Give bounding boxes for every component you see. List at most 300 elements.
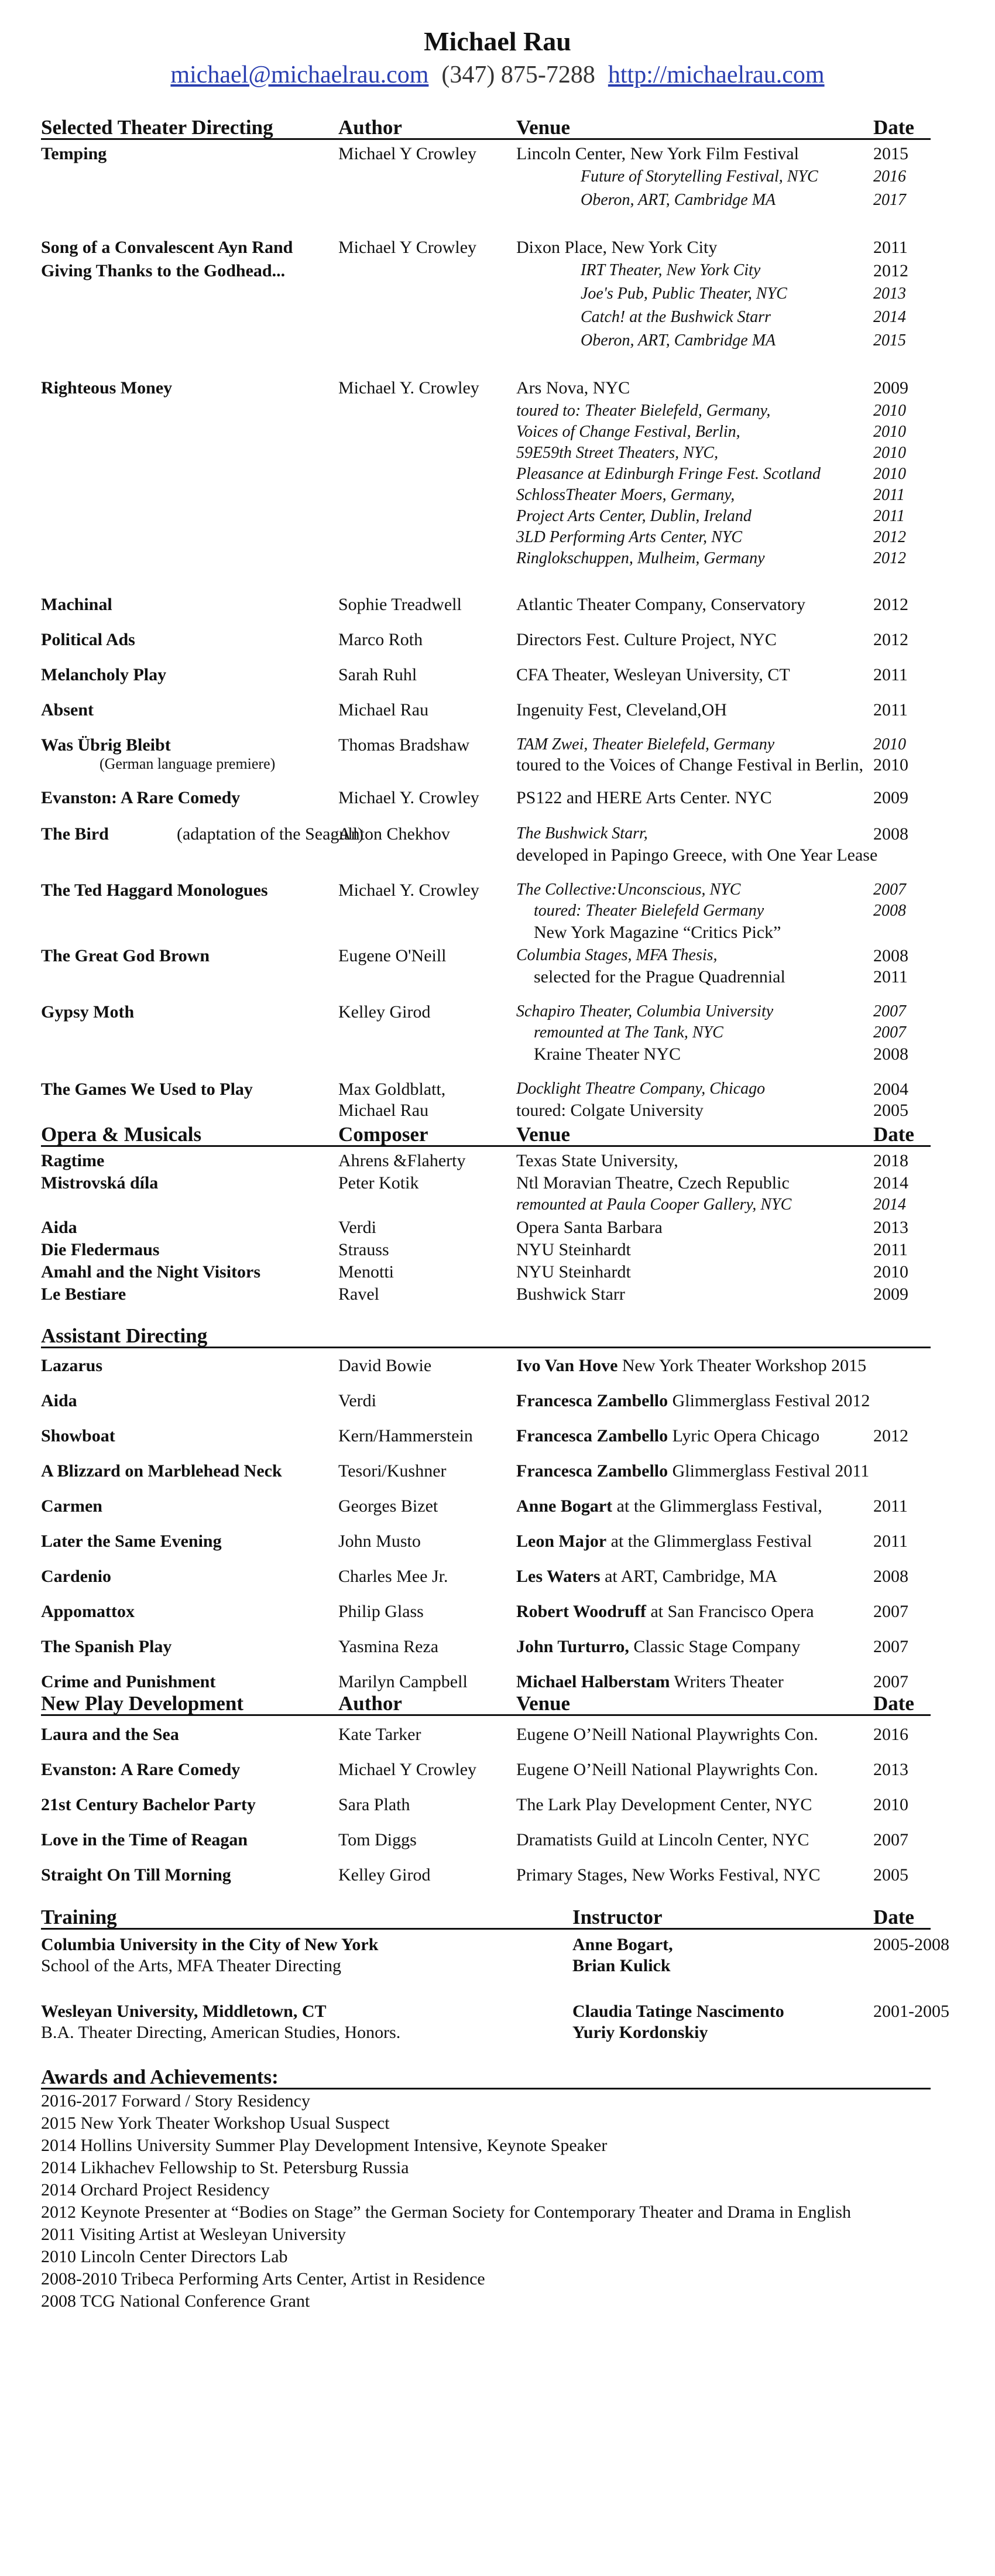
row-venue: Atlantic Theater Company, Conservatory xyxy=(516,595,806,614)
table-row xyxy=(41,1195,936,1219)
row-venue: The Collective:Unconscious, NYC xyxy=(516,881,741,899)
row-author: Michael Y Crowley xyxy=(338,238,477,257)
training-section-header xyxy=(41,1906,931,1930)
row-date: 2005 xyxy=(873,1101,908,1120)
row-date: 2009 xyxy=(873,788,908,807)
table-row xyxy=(41,285,936,308)
row-venue-text: at San Francisco Opera xyxy=(646,1602,814,1621)
table-row xyxy=(41,507,936,530)
row-author: Charles Mee Jr. xyxy=(338,1567,448,1586)
row-venue: Joe's Pub, Public Theater, NYC xyxy=(581,285,787,303)
table-row xyxy=(41,1461,936,1485)
table-row xyxy=(41,402,936,425)
row-venue: 3LD Performing Arts Center, NYC xyxy=(516,528,743,546)
column-header-venue: Venue xyxy=(516,1123,571,1146)
row-director: Francesca Zambello xyxy=(516,1461,668,1481)
table-row xyxy=(41,261,936,285)
row-date: 2010 xyxy=(873,444,906,462)
row-venue: remounted at Paula Cooper Gallery, NYC xyxy=(516,1195,792,1214)
row-title: Lazarus xyxy=(41,1356,102,1375)
row-title: Temping xyxy=(41,144,107,163)
training-entry xyxy=(41,1935,949,1982)
column-header-date: Date xyxy=(873,1906,914,1928)
table-row xyxy=(41,946,936,970)
row-director: Les Waters xyxy=(516,1567,601,1586)
row-venue-text: Writers Theater xyxy=(670,1672,784,1691)
row-date: 2007 xyxy=(873,1830,908,1849)
row-date: 2005 xyxy=(873,1865,908,1885)
table-row xyxy=(41,700,936,724)
table-row xyxy=(41,167,936,191)
row-author: Verdi xyxy=(338,1391,376,1410)
table-row xyxy=(41,465,936,488)
row-date: 2013 xyxy=(873,1760,908,1779)
row-date: 2011 xyxy=(873,238,908,257)
row-author: Sophie Treadwell xyxy=(338,595,462,614)
row-author: John Musto xyxy=(338,1532,421,1551)
row-title: Love in the Time of Reagan xyxy=(41,1830,248,1849)
row-venue: toured to: Theater Bielefeld, Germany, xyxy=(516,402,771,420)
row-date: 2008 xyxy=(873,946,908,965)
row-date: 2017 xyxy=(873,191,906,209)
row-author: Georges Bizet xyxy=(338,1496,438,1516)
row-venue-text: at the Glimmerglass Festival xyxy=(606,1532,812,1551)
award-item: 2008 TCG National Conference Grant xyxy=(41,2291,310,2311)
section-title: New Play Development xyxy=(41,1692,244,1715)
row-author: Sarah Ruhl xyxy=(338,665,417,684)
row-title: Cardenio xyxy=(41,1567,111,1586)
row-title: Aida xyxy=(41,1218,77,1237)
table-row xyxy=(41,902,936,925)
row-venue: Directors Fest. Culture Project, NYC xyxy=(516,630,777,649)
row-date: 2010 xyxy=(873,755,908,775)
row-director: Francesca Zambello xyxy=(516,1426,668,1445)
column-header-date: Date xyxy=(873,1692,914,1715)
row-author: Michael Rau xyxy=(338,1101,429,1120)
row-venue: 59E59th Street Theaters, NYC, xyxy=(516,444,719,462)
row-venue: PS122 and HERE Arts Center. NYC xyxy=(516,788,772,807)
row-director: Leon Major xyxy=(516,1532,607,1551)
row-date: 2012 xyxy=(873,549,906,567)
table-row xyxy=(41,1760,936,1783)
table-row xyxy=(41,1044,936,1068)
table-row xyxy=(41,1240,936,1263)
row-venue: Ntl Moravian Theatre, Czech Republic xyxy=(516,1173,790,1193)
table-row xyxy=(41,881,936,904)
row-title: Showboat xyxy=(41,1426,115,1445)
row-venue: developed in Papingo Greece, with One Year Lease xyxy=(516,845,878,865)
training-program: School of the Arts, MFA Theater Directing xyxy=(41,1956,341,1975)
table-row xyxy=(41,1532,936,1555)
training-date: 2005-2008 xyxy=(873,1935,949,1954)
row-author: Ahrens &Flaherty xyxy=(338,1151,466,1170)
row-author: Tom Diggs xyxy=(338,1830,417,1849)
row-date: 2008 xyxy=(873,902,906,920)
section-title: Training xyxy=(41,1906,117,1928)
row-author: Michael Y. Crowley xyxy=(338,378,479,398)
table-row xyxy=(41,845,936,869)
training-entry xyxy=(41,2002,949,2049)
row-venue: Columbia Stages, MFA Thesis, xyxy=(516,946,718,964)
table-row xyxy=(41,1865,936,1889)
row-author: Marco Roth xyxy=(338,630,423,649)
row-venue xyxy=(516,1532,812,1551)
table-row xyxy=(41,1173,936,1197)
award-item: 2010 Lincoln Center Directors Lab xyxy=(41,2247,288,2266)
row-venue: remounted at The Tank, NYC xyxy=(534,1023,723,1042)
column-header-author: Author xyxy=(338,116,402,139)
row-venue: Primary Stages, New Works Festival, NYC xyxy=(516,1865,821,1885)
table-row xyxy=(41,486,936,509)
table-row xyxy=(41,1602,936,1625)
row-title: Gypsy Moth xyxy=(41,1002,135,1022)
training-program: B.A. Theater Directing, American Studies, Honors. xyxy=(41,2023,401,2042)
row-author: Thomas Bradshaw xyxy=(338,735,470,755)
table-row xyxy=(41,1426,936,1450)
row-title: The Ted Haggard Monologues xyxy=(41,881,268,900)
training-instructor: Claudia Tatinge Nascimento xyxy=(572,2002,784,2021)
row-venue: Kraine Theater NYC xyxy=(534,1044,681,1064)
award-item: 2011 Visiting Artist at Wesleyan University xyxy=(41,2225,346,2244)
row-director: Ivo Van Hove xyxy=(516,1356,618,1375)
theater-section-header xyxy=(41,116,931,140)
row-date: 2007 xyxy=(873,1672,908,1691)
row-venue: Ars Nova, NYC xyxy=(516,378,630,398)
table-row xyxy=(41,1023,936,1047)
row-venue-text: at the Glimmerglass Festival, xyxy=(612,1496,822,1516)
table-row xyxy=(41,1567,936,1590)
assistant-section-header xyxy=(41,1324,931,1348)
table-row xyxy=(41,1080,936,1103)
award-item: 2012 Keynote Presenter at “Bodies on Stage” the German Society for Contemporary Theater and Drama in English xyxy=(41,2202,852,2222)
row-title: The Spanish Play xyxy=(41,1637,172,1656)
row-author: Kelley Girod xyxy=(338,1865,431,1885)
row-date: 2010 xyxy=(873,402,906,420)
column-header-author: Author xyxy=(338,1692,402,1715)
phone-number: (347) 875-7288 xyxy=(441,61,595,88)
row-author: Menotti xyxy=(338,1262,394,1282)
row-date: 2013 xyxy=(873,1218,908,1237)
table-row xyxy=(41,1725,936,1748)
row-venue: toured to the Voices of Change Festival in Berlin, xyxy=(516,755,863,775)
row-author: Kate Tarker xyxy=(338,1725,421,1744)
table-row xyxy=(41,665,936,688)
row-title: Song of a Convalescent Ayn Rand xyxy=(41,238,293,257)
row-title: The Bird xyxy=(41,824,109,844)
row-venue: Eugene O’Neill National Playwrights Con. xyxy=(516,1725,818,1744)
table-row xyxy=(41,1101,936,1124)
row-date: 2014 xyxy=(873,308,906,326)
row-author: Marilyn Campbell xyxy=(338,1672,468,1691)
table-row xyxy=(41,423,936,446)
row-date: 2008 xyxy=(873,1044,908,1064)
row-venue: CFA Theater, Wesleyan University, CT xyxy=(516,665,790,684)
row-venue: Lincoln Center, New York Film Festival xyxy=(516,144,799,163)
row-venue: Eugene O’Neill National Playwrights Con. xyxy=(516,1760,818,1779)
section-title: Awards and Achievements: xyxy=(41,2065,279,2088)
table-row xyxy=(41,788,936,811)
row-director: John Turturro, xyxy=(516,1637,629,1656)
column-header-date: Date xyxy=(873,116,914,139)
row-date: 2011 xyxy=(873,665,908,684)
row-title: 21st Century Bachelor Party xyxy=(41,1795,256,1814)
row-author: Kern/Hammerstein xyxy=(338,1426,473,1445)
row-venue: Dramatists Guild at Lincoln Center, NYC xyxy=(516,1830,809,1849)
row-date: 2011 xyxy=(873,507,905,525)
award-item: 2014 Orchard Project Residency xyxy=(41,2180,270,2200)
row-venue xyxy=(516,1356,866,1376)
row-author: Anton Chekhov xyxy=(338,824,450,844)
row-venue xyxy=(516,1496,822,1516)
row-author: Sara Plath xyxy=(338,1795,410,1814)
row-date: 2011 xyxy=(873,486,905,504)
row-date: 2007 xyxy=(873,1602,908,1621)
section-title: Opera & Musicals xyxy=(41,1123,202,1146)
row-venue-text: Classic Stage Company xyxy=(629,1637,801,1656)
table-row xyxy=(41,1262,936,1286)
column-header-venue: Venue xyxy=(516,116,571,139)
row-title: Laura and the Sea xyxy=(41,1725,179,1744)
row-venue: toured: Theater Bielefeld Germany xyxy=(534,902,764,920)
row-author: Kelley Girod xyxy=(338,1002,431,1022)
row-venue xyxy=(516,1567,777,1587)
row-venue: Project Arts Center, Dublin, Ireland xyxy=(516,507,752,525)
row-title-note: (adaptation of the Seagull) xyxy=(177,824,364,844)
row-date: 2007 xyxy=(873,1637,908,1656)
award-item: 2016-2017 Forward / Story Residency xyxy=(41,2091,310,2111)
row-venue: TAM Zwei, Theater Bielefeld, Germany xyxy=(516,735,775,753)
row-venue xyxy=(516,1637,800,1657)
table-row xyxy=(41,444,936,467)
row-director: Francesca Zambello xyxy=(516,1391,668,1410)
row-venue xyxy=(516,1672,784,1692)
award-item: 2008-2010 Tribeca Performing Arts Center, Artist in Residence xyxy=(41,2269,485,2289)
row-venue: Ingenuity Fest, Cleveland,OH xyxy=(516,700,727,720)
row-date: 2012 xyxy=(873,528,906,546)
row-venue: Pleasance at Edinburgh Fringe Fest. Scotland xyxy=(516,465,821,483)
row-venue: SchlossTheater Moers, Germany, xyxy=(516,486,735,504)
table-row xyxy=(41,144,936,167)
row-author: Peter Kotik xyxy=(338,1173,419,1193)
row-date: 2010 xyxy=(873,1262,908,1282)
row-venue: Future of Storytelling Festival, NYC xyxy=(581,167,818,186)
award-item: 2015 New York Theater Workshop Usual Suspect xyxy=(41,2113,390,2133)
row-title: Die Fledermaus xyxy=(41,1240,160,1259)
row-venue-text: Lyric Opera Chicago xyxy=(668,1426,820,1445)
training-instructor: Anne Bogart, xyxy=(572,1935,673,1954)
row-venue: The Lark Play Development Center, NYC xyxy=(516,1795,812,1814)
table-row xyxy=(41,967,936,991)
row-author: Eugene O'Neill xyxy=(338,946,447,965)
row-venue: IRT Theater, New York City xyxy=(581,261,761,279)
row-director: Robert Woodruff xyxy=(516,1602,646,1621)
row-venue xyxy=(516,1461,869,1481)
training-instructor: Brian Kulick xyxy=(572,1956,671,1975)
website-link[interactable]: http://michaelrau.com xyxy=(608,61,825,88)
row-date: 2012 xyxy=(873,630,908,649)
row-author: Michael Rau xyxy=(338,700,429,720)
column-header-composer: Composer xyxy=(338,1123,428,1146)
section-title: Assistant Directing xyxy=(41,1324,208,1347)
row-author: Philip Glass xyxy=(338,1602,424,1621)
row-date: 2016 xyxy=(873,167,906,186)
row-date: 2011 xyxy=(873,967,908,986)
row-date: 2011 xyxy=(873,1532,908,1551)
training-school: Wesleyan University, Middletown, CT xyxy=(41,2002,327,2021)
section-title: Selected Theater Directing xyxy=(41,116,273,139)
row-date: 2007 xyxy=(873,881,906,899)
row-title: Evanston: A Rare Comedy xyxy=(41,788,241,807)
training-date: 2001-2005 xyxy=(873,2002,949,2021)
row-date: 2011 xyxy=(873,700,908,720)
row-date: 2012 xyxy=(873,261,908,280)
row-author: Ravel xyxy=(338,1284,379,1304)
row-venue: Docklight Theatre Company, Chicago xyxy=(516,1080,766,1098)
new-play-section-header xyxy=(41,1692,931,1716)
column-header-instructor: Instructor xyxy=(572,1906,663,1928)
row-date: 2010 xyxy=(873,465,906,483)
row-venue: Voices of Change Festival, Berlin, xyxy=(516,423,740,441)
row-venue xyxy=(516,1426,819,1446)
table-row xyxy=(41,238,936,261)
table-row xyxy=(41,1795,936,1818)
row-date: 2014 xyxy=(873,1195,906,1214)
row-venue: New York Magazine “Critics Pick” xyxy=(534,923,781,942)
email-link[interactable]: michael@michaelrau.com xyxy=(170,61,429,88)
row-date: 2009 xyxy=(873,378,908,398)
table-row xyxy=(41,528,936,551)
award-item: 2014 Hollins University Summer Play Development Intensive, Keynote Speaker xyxy=(41,2136,608,2155)
row-date: 2011 xyxy=(873,1240,908,1259)
training-instructor: Yuriy Kordonskiy xyxy=(572,2023,708,2042)
row-date: 2010 xyxy=(873,1795,908,1814)
row-title: The Great God Brown xyxy=(41,946,210,965)
row-venue: Opera Santa Barbara xyxy=(516,1218,663,1237)
row-date: 2015 xyxy=(873,331,906,350)
table-row xyxy=(41,755,936,779)
row-date: 2010 xyxy=(873,423,906,441)
row-date: 2004 xyxy=(873,1080,908,1099)
row-venue-text: Glimmerglass Festival 2012 xyxy=(668,1391,870,1410)
table-row xyxy=(41,630,936,653)
training-school: Columbia University in the City of New York xyxy=(41,1935,379,1954)
row-date: 2008 xyxy=(873,1567,908,1586)
row-date: 2007 xyxy=(873,1023,906,1042)
table-row xyxy=(41,1356,936,1379)
resume-name: Michael Rau xyxy=(424,26,571,56)
row-date: 2015 xyxy=(873,144,908,163)
row-title: Crime and Punishment xyxy=(41,1672,216,1691)
row-title: Le Bestiare xyxy=(41,1284,126,1304)
row-date: 2008 xyxy=(873,824,908,844)
row-title: Righteous Money xyxy=(41,378,173,398)
table-row xyxy=(41,1830,936,1854)
row-venue: Oberon, ART, Cambridge MA xyxy=(581,331,776,350)
table-row xyxy=(41,824,936,848)
table-row xyxy=(41,1496,936,1520)
table-row xyxy=(41,1391,936,1414)
row-venue: selected for the Prague Quadrennial xyxy=(534,967,785,986)
table-row xyxy=(41,1284,936,1308)
row-title: Giving Thanks to the Godhead... xyxy=(41,261,286,280)
table-row xyxy=(41,1637,936,1660)
row-title: Amahl and the Night Visitors xyxy=(41,1262,261,1282)
column-header-date: Date xyxy=(873,1123,914,1146)
table-row xyxy=(41,1002,936,1026)
row-venue-text: at ART, Cambridge, MA xyxy=(600,1567,778,1586)
row-author: Max Goldblatt, xyxy=(338,1080,446,1099)
row-author: Michael Y. Crowley xyxy=(338,788,479,807)
row-title: Ragtime xyxy=(41,1151,105,1170)
row-author: Michael Y. Crowley xyxy=(338,881,479,900)
row-venue xyxy=(516,1391,870,1411)
row-title: (German language premiere) xyxy=(100,755,276,772)
row-date: 2012 xyxy=(873,1426,908,1445)
table-row xyxy=(41,308,936,331)
row-title: Absent xyxy=(41,700,94,720)
row-venue-text: New York Theater Workshop 2015 xyxy=(617,1356,867,1375)
table-row xyxy=(41,378,936,402)
row-title: The Games We Used to Play xyxy=(41,1080,253,1099)
row-title: Aida xyxy=(41,1391,77,1410)
row-date: 2016 xyxy=(873,1725,908,1744)
row-director: Anne Bogart xyxy=(516,1496,613,1516)
table-row xyxy=(41,1151,936,1174)
row-author: David Bowie xyxy=(338,1356,432,1375)
table-row xyxy=(41,331,936,355)
row-venue xyxy=(516,1602,814,1622)
row-author: Verdi xyxy=(338,1218,376,1237)
row-date: 2013 xyxy=(873,285,906,303)
row-author: Strauss xyxy=(338,1240,389,1259)
row-date: 2007 xyxy=(873,1002,906,1020)
row-author: Yasmina Reza xyxy=(338,1637,439,1656)
row-date: 2018 xyxy=(873,1151,908,1170)
opera-section-header xyxy=(41,1123,931,1147)
table-row xyxy=(41,923,936,946)
row-venue: Texas State University, xyxy=(516,1151,678,1170)
row-author: Michael Y Crowley xyxy=(338,1760,477,1779)
row-date: 2014 xyxy=(873,1173,908,1193)
row-title: Appomattox xyxy=(41,1602,135,1621)
row-venue-text: Glimmerglass Festival 2011 xyxy=(668,1461,870,1481)
row-title: Machinal xyxy=(41,595,112,614)
row-title: Straight On Till Morning xyxy=(41,1865,231,1885)
column-header-venue: Venue xyxy=(516,1692,571,1715)
row-author: Michael Y Crowley xyxy=(338,144,477,163)
row-venue: Ringlokschuppen, Mulheim, Germany xyxy=(516,549,765,567)
table-row xyxy=(41,549,936,573)
row-venue: Schapiro Theater, Columbia University xyxy=(516,1002,774,1020)
row-title: Later the Same Evening xyxy=(41,1532,222,1551)
row-venue: Dixon Place, New York City xyxy=(516,238,718,257)
row-date: 2011 xyxy=(873,1496,908,1516)
row-venue: toured: Colgate University xyxy=(516,1101,704,1120)
row-author: Tesori/Kushner xyxy=(338,1461,447,1481)
awards-section-header xyxy=(41,2065,931,2089)
row-title: Melancholy Play xyxy=(41,665,167,684)
table-row xyxy=(41,191,936,214)
row-venue: NYU Steinhardt xyxy=(516,1262,631,1282)
contact-line xyxy=(0,61,995,89)
row-title: A Blizzard on Marblehead Neck xyxy=(41,1461,282,1481)
row-date: 2010 xyxy=(873,735,906,753)
table-row xyxy=(41,595,936,618)
row-venue: NYU Steinhardt xyxy=(516,1240,631,1259)
row-venue: Bushwick Starr xyxy=(516,1284,625,1304)
row-title: Evanston: A Rare Comedy xyxy=(41,1760,241,1779)
row-title: Political Ads xyxy=(41,630,135,649)
